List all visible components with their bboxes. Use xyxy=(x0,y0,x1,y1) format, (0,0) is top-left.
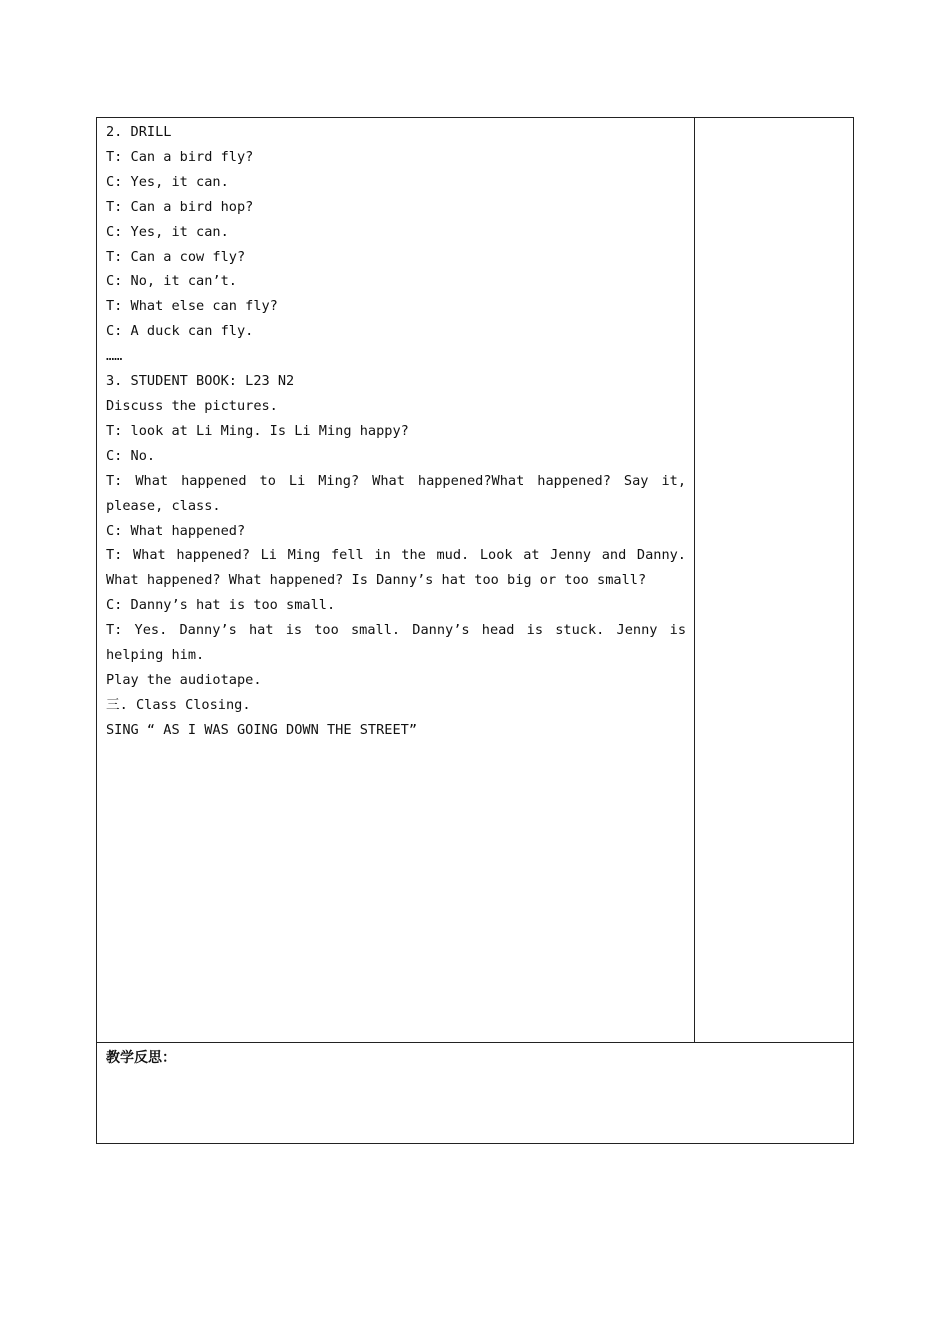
text-line: T: What happened to Li Ming? What happened?What happened? Say it, xyxy=(106,472,686,489)
section-heading: 3. STUDENT BOOK: L23 N2 xyxy=(106,373,295,390)
text-line: T: Yes. Danny’s hat is too small. Danny’s head is stuck. Jenny is xyxy=(106,622,686,639)
text-line: Play the audiotape. xyxy=(106,671,262,688)
section-heading: 三. Class Closing. xyxy=(106,696,251,713)
text-line: C: Yes, it can. xyxy=(106,223,229,240)
text-line: T: Can a cow fly? xyxy=(106,248,246,265)
lesson-plan-table xyxy=(96,117,854,1144)
text-line: SING “ AS I WAS GOING DOWN THE STREET” xyxy=(106,721,417,738)
lesson-content-cell xyxy=(97,118,695,1043)
text-line: T: What else can fly? xyxy=(106,298,278,315)
text-line: What happened? What happened? Is Danny’s hat too big or too small? xyxy=(106,572,647,589)
text-line: T: What happened? Li Ming fell in the mud. Look at Jenny and Danny. xyxy=(106,547,686,564)
text-line: 2. DRILL xyxy=(106,124,172,140)
text-line: C: Danny’s hat is too small. xyxy=(106,597,336,614)
text-line: C: What happened? xyxy=(106,522,246,539)
text-line: C: Yes, it can. xyxy=(106,173,229,190)
text-line: helping him. xyxy=(106,647,205,664)
text-line: C: No. xyxy=(106,447,156,464)
notes-cell xyxy=(695,118,853,1043)
text-line: T: Can a bird hop? xyxy=(106,198,254,215)
ellipsis-line: …… xyxy=(106,348,123,365)
text-line: T: look at Li Ming. Is Li Ming happy? xyxy=(106,422,409,439)
text-line: please, class. xyxy=(106,497,221,514)
reflection-label: 教学反思： xyxy=(106,1050,176,1066)
text-line: Discuss the pictures. xyxy=(106,397,278,414)
text-line: C: No, it can’t. xyxy=(106,273,237,290)
reflection-cell xyxy=(97,1043,853,1143)
text-line: T: Can a bird fly? xyxy=(106,148,254,165)
text-line: C: A duck can fly. xyxy=(106,323,254,340)
